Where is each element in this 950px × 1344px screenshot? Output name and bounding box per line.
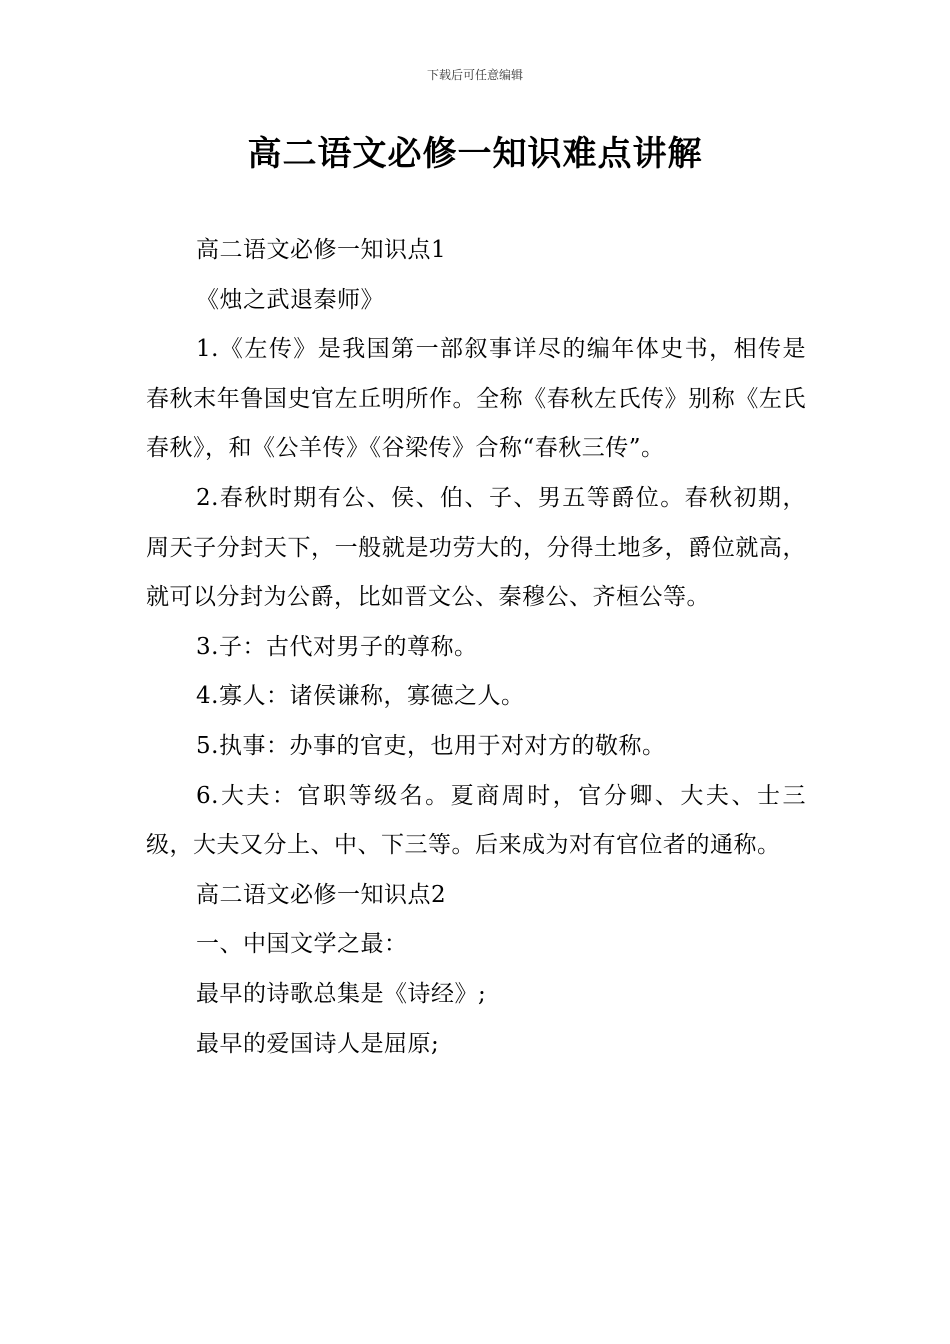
list-item: 最早的诗歌总集是《诗经》;: [196, 980, 487, 1007]
point-6: 6.大夫：官职等级名。夏商周时，官分卿、大夫、士三级，大夫又分上、中、下三等。后来成为对有官位者的通称。: [146, 782, 806, 859]
document-body: [146, 226, 806, 1069]
point-1: 1.《左传》是我国第一部叙事详尽的编年体史书，相传是春秋末年鲁国史官左丘明所作。全称《春秋左氏传》别称《左氏春秋》，和《公羊传》《谷梁传》合称“春秋三传”。: [146, 336, 806, 462]
point-4: 4.寡人：诸侯谦称，寡德之人。: [196, 683, 525, 710]
point-2: 2.春秋时期有公、侯、伯、子、男五等爵位。春秋初期，周天子分封天下，一般就是功劳大的，分得土地多，爵位就高，就可以分封为公爵，比如晋文公、秦穆公、齐桓公等。: [146, 484, 806, 611]
subsection-heading: 一、中国文学之最：: [196, 931, 408, 958]
header-note: 下载后可任意编辑: [426, 68, 523, 82]
section-heading-1: 高二语文必修一知识点1: [196, 237, 447, 263]
document-title: 高二语文必修一知识难点讲解: [247, 134, 703, 174]
point-5: 5.执事：办事的官吏，也用于对对方的敬称。: [196, 732, 666, 759]
text-title: 《烛之武退秦师》: [196, 286, 384, 313]
list-item: 最早的爱国诗人是屈原;: [196, 1030, 440, 1057]
section-heading-2: 高二语文必修一知识点2: [196, 881, 447, 908]
point-3: 3.子：古代对男子的尊称。: [196, 633, 478, 660]
